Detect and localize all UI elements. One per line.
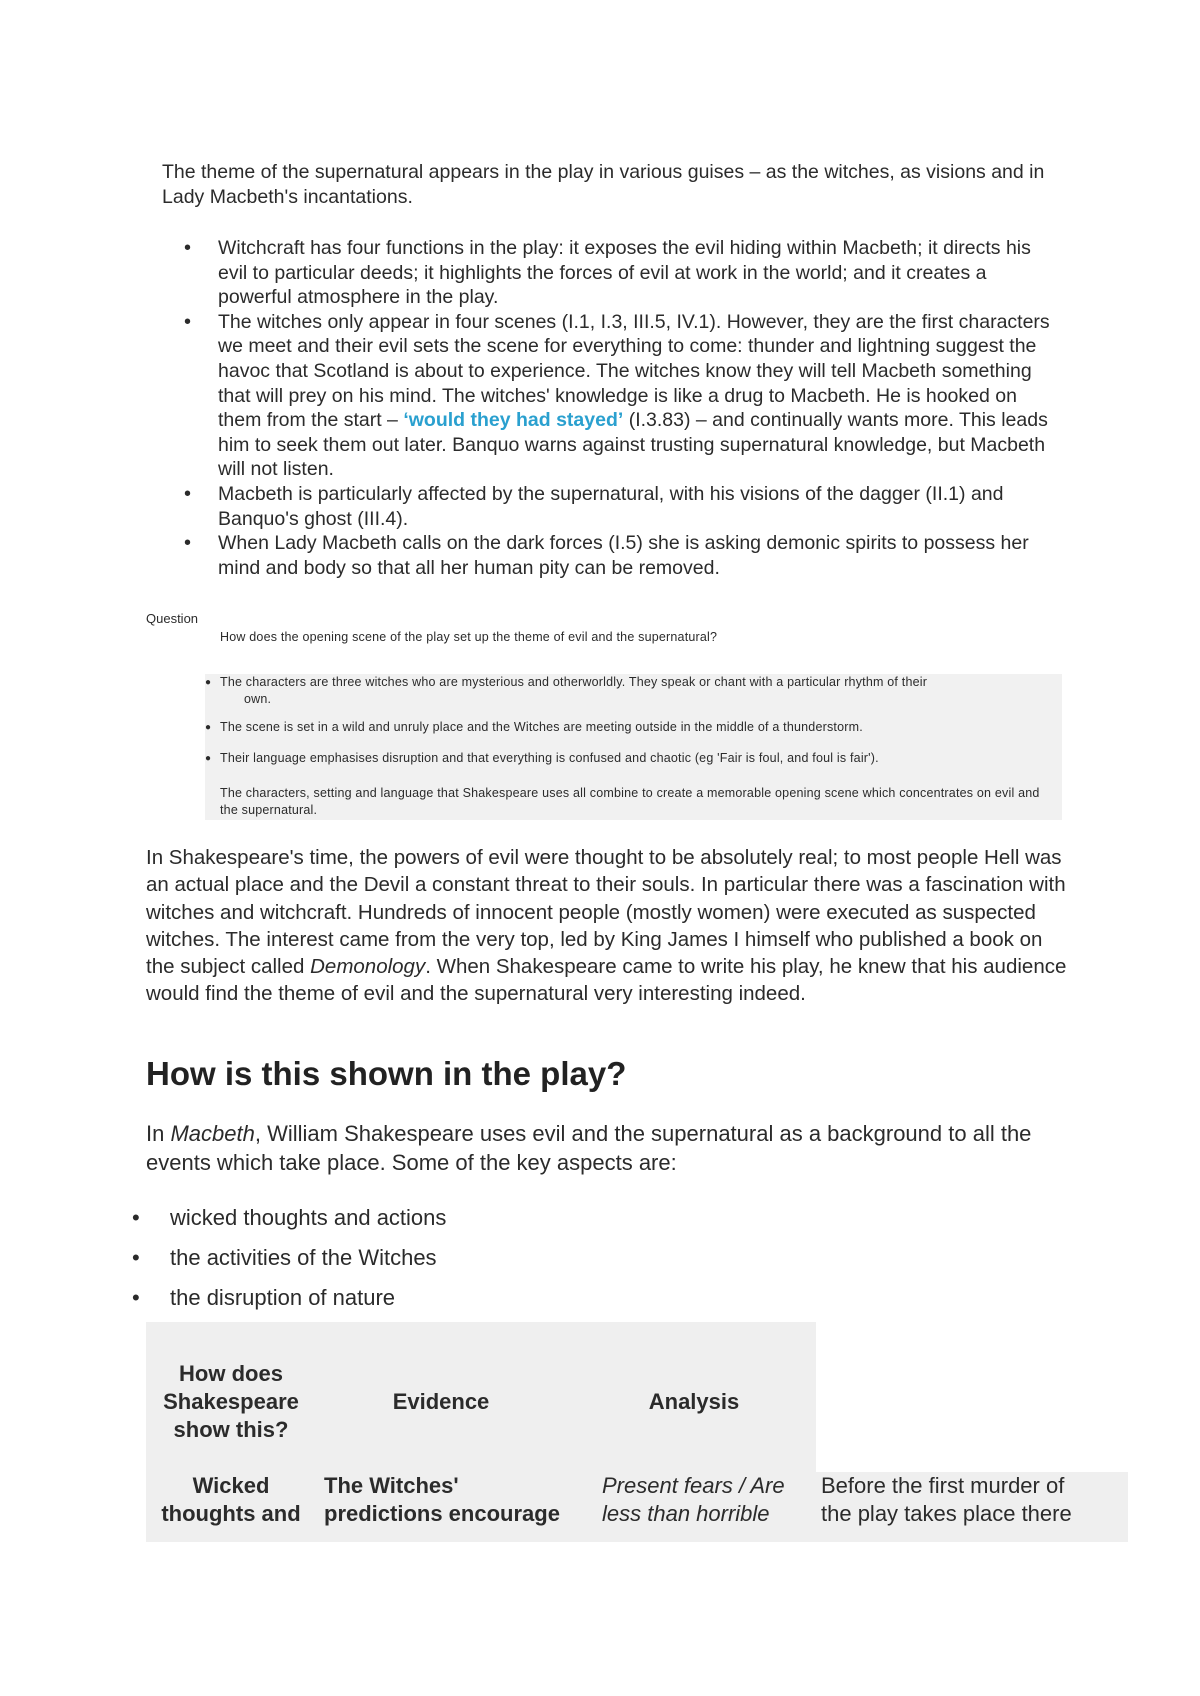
text-run: The witches only appear in four scenes (I.1, I.3, III.5, IV.1). However, they are the first characters we meet and their evil sets the scene for everything to come: thunder and lightning suggest the havoc that Scotland is about to experience. The witches know they will tell Macbeth something that will prey on his mind. The witches' knowledge is like a drug to Macbeth. He is hooked on them from the start – bbox=[218, 310, 1050, 432]
witchcraft-functions-list bbox=[184, 236, 1064, 580]
answer-item bbox=[205, 674, 1055, 708]
answer-continuation: own. bbox=[244, 692, 272, 706]
cell-line: the play takes place there bbox=[821, 1501, 1072, 1526]
text-run: In Shakespeare's time, the powers of evil were thought to be absolutely real; to most people Hell was an actual place and the Devil a constant threat to their souls. In particular there was a fascination with witches and witchcraft. Hundreds of innocent people (mostly women) were executed as suspected witches. The interest came from the very top, led by King James I himself who published a book on the subject called bbox=[146, 846, 1066, 979]
cell-line: Present fears / Are bbox=[602, 1473, 785, 1498]
cell-how bbox=[146, 1472, 316, 1534]
answer-box bbox=[205, 674, 1062, 820]
header-analysis: Analysis bbox=[648, 1389, 740, 1414]
cell-line: thoughts and bbox=[161, 1501, 301, 1526]
cell-line: The Witches' bbox=[324, 1473, 459, 1498]
question-label: Question bbox=[146, 611, 199, 626]
text-run: In bbox=[146, 1121, 171, 1146]
book-title: Demonology bbox=[310, 955, 426, 979]
question-text: How does the opening scene of the play set up the theme of evil and the supernatural? bbox=[220, 630, 718, 644]
cell-line: Before the first murder of bbox=[821, 1473, 1065, 1498]
list-item: • Witchcraft has four functions in the play: it exposes the evil hiding within Macbeth; it directs his evil to particular deeds; it highlights the forces of evil at work in the world; and it creates a powerful atmosphere in the play. bbox=[184, 236, 1064, 310]
text-run: (I.3.83) – and continually wants more. This leads him to seek them out later. Banquo warns against trusting supernatural knowledge, but Macbeth will not listen. bbox=[218, 409, 1048, 481]
answer-summary: The characters, setting and language that Shakespeare uses all combine to create a memorable opening scene which concentrates on evil and the supernatural. bbox=[220, 786, 1040, 817]
table-row bbox=[146, 1472, 1128, 1542]
text-run: , William Shakespeare uses evil and the supernatural as a background to all the events which take place. Some of the key aspects are: bbox=[146, 1121, 1032, 1175]
section-heading: How is this shown in the play? bbox=[146, 1055, 627, 1092]
cell-line: Wicked bbox=[192, 1473, 270, 1498]
answer-item: ● Their language emphasises disruption and that everything is confused and chaotic (eg 'Fair is foul, and foul is fair'). bbox=[205, 750, 1055, 767]
key-aspects-list bbox=[132, 1203, 446, 1323]
overview-paragraph bbox=[146, 1119, 1076, 1177]
cell-line: predictions encourage bbox=[324, 1501, 560, 1526]
list-item: • When Lady Macbeth calls on the dark forces (I.5) she is asking demonic spirits to possess her mind and body so that all her human pity can be removed. bbox=[184, 531, 1064, 580]
cell-analysis bbox=[602, 1472, 812, 1534]
answer-item: ● The scene is set in a wild and unruly place and the Witches are meeting outside in the middle of a thunderstorm. bbox=[205, 719, 1055, 736]
list-item: • the disruption of nature bbox=[132, 1283, 446, 1323]
cell-commentary bbox=[821, 1472, 1121, 1534]
header-evidence: Evidence bbox=[392, 1389, 490, 1414]
list-item: • the activities of the Witches bbox=[132, 1243, 446, 1283]
header-how: How does Shakespeare show this? bbox=[163, 1361, 299, 1442]
text-run: . When Shakespeare came to write his play, he knew that his audience would find the theme of evil and the supernatural very interesting indeed. bbox=[146, 955, 1067, 1006]
highlighted-quote: ‘would they had stayed’ bbox=[403, 409, 624, 432]
intro-paragraph: The theme of the supernatural appears in the play in various guises – as the witches, as visions and in Lady Macbeth's incantations. bbox=[162, 161, 1045, 208]
list-item: • wicked thoughts and actions bbox=[132, 1203, 446, 1243]
list-item bbox=[184, 310, 1064, 482]
answer-line: The characters are three witches who are mysterious and otherworldly. They speak or chant with a particular rhythm of their bbox=[220, 675, 928, 689]
cell-line: less than horrible bbox=[602, 1501, 770, 1526]
context-paragraph bbox=[146, 844, 1076, 1008]
play-title: Macbeth bbox=[170, 1121, 255, 1146]
cell-evidence bbox=[324, 1472, 569, 1534]
table-header-row bbox=[146, 1322, 816, 1472]
list-item: • Macbeth is particularly affected by the supernatural, with his visions of the dagger (II.1) and Banquo's ghost (III.4). bbox=[184, 482, 1064, 531]
